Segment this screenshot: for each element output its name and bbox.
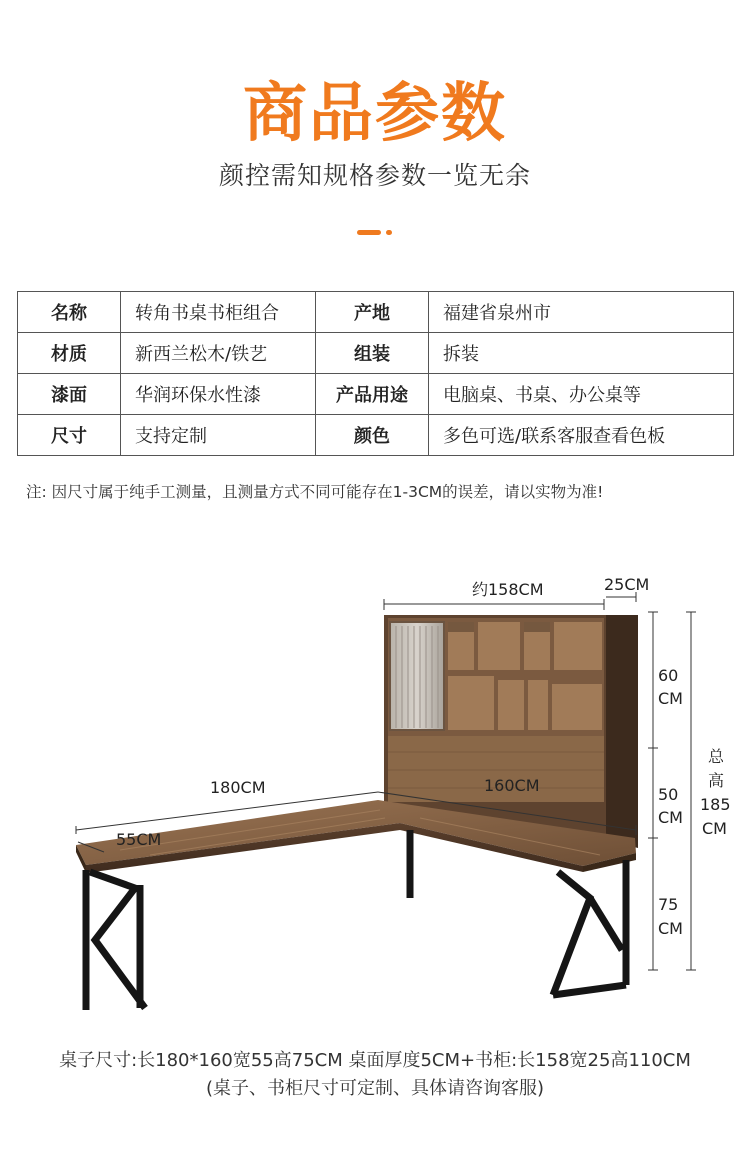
custom-size-note: (桌子、书柜尺寸可定制、具体请咨询客服) (205, 1078, 545, 1099)
dim-height-mid-value: 50 (658, 785, 679, 804)
param-value: 电脑桌、书桌、办公桌等 (429, 374, 734, 415)
dim-total-height-value: 185 (700, 795, 731, 814)
product-dimension-diagram (0, 560, 750, 1035)
page-subtitle: 颜控需知规格参数一览无余 (218, 161, 531, 190)
param-value: 拆装 (429, 333, 734, 374)
dim-cabinet-depth: 25CM (604, 575, 650, 594)
size-spec-line: 桌子尺寸:长180*160宽55高75CM 桌面厚度5CM+书柜:长158宽25高110CM (59, 1050, 691, 1071)
dim-height-upper-unit: CM (658, 689, 683, 708)
page-title: 商品参数 (243, 77, 507, 151)
param-value: 华润环保水性漆 (121, 374, 316, 415)
param-key: 名称 (18, 292, 121, 333)
dim-height-upper-value: 60 (658, 666, 679, 685)
param-key: 材质 (18, 333, 121, 374)
dim-total-height-unit: CM (702, 819, 727, 838)
params-table (17, 291, 734, 456)
param-key: 产地 (316, 292, 429, 333)
dim-cabinet-width: 约158CM (472, 580, 544, 599)
dim-total-height-char2: 高 (708, 771, 725, 790)
divider-dash (357, 230, 381, 235)
param-key: 颜色 (316, 415, 429, 456)
params-row (18, 415, 734, 456)
param-value: 转角书桌书柜组合 (121, 292, 316, 333)
dim-total-height-char1: 总 (708, 747, 725, 766)
param-key: 产品用途 (316, 374, 429, 415)
param-value: 新西兰松木/铁艺 (121, 333, 316, 374)
param-key: 漆面 (18, 374, 121, 415)
dim-height-lower-value: 75 (658, 895, 679, 914)
param-key: 尺寸 (18, 415, 121, 456)
divider-dot (386, 230, 392, 235)
param-value: 支持定制 (121, 415, 316, 456)
dim-desk-short: 160CM (484, 776, 540, 795)
param-value: 多色可选/联系客服查看色板 (429, 415, 734, 456)
dim-desk-depth: 55CM (116, 830, 162, 849)
dim-desk-long: 180CM (210, 778, 266, 797)
param-value: 福建省泉州市 (429, 292, 734, 333)
dim-height-mid-unit: CM (658, 808, 683, 827)
params-row (18, 374, 734, 415)
measurement-note: 注: 因尺寸属于纯手工测量，且测量方式不同可能存在1-3CM的误差，请以实物为准! (26, 483, 604, 501)
param-key: 组装 (316, 333, 429, 374)
params-row (18, 333, 734, 374)
dim-height-lower-unit: CM (658, 919, 683, 938)
params-row (18, 292, 734, 333)
